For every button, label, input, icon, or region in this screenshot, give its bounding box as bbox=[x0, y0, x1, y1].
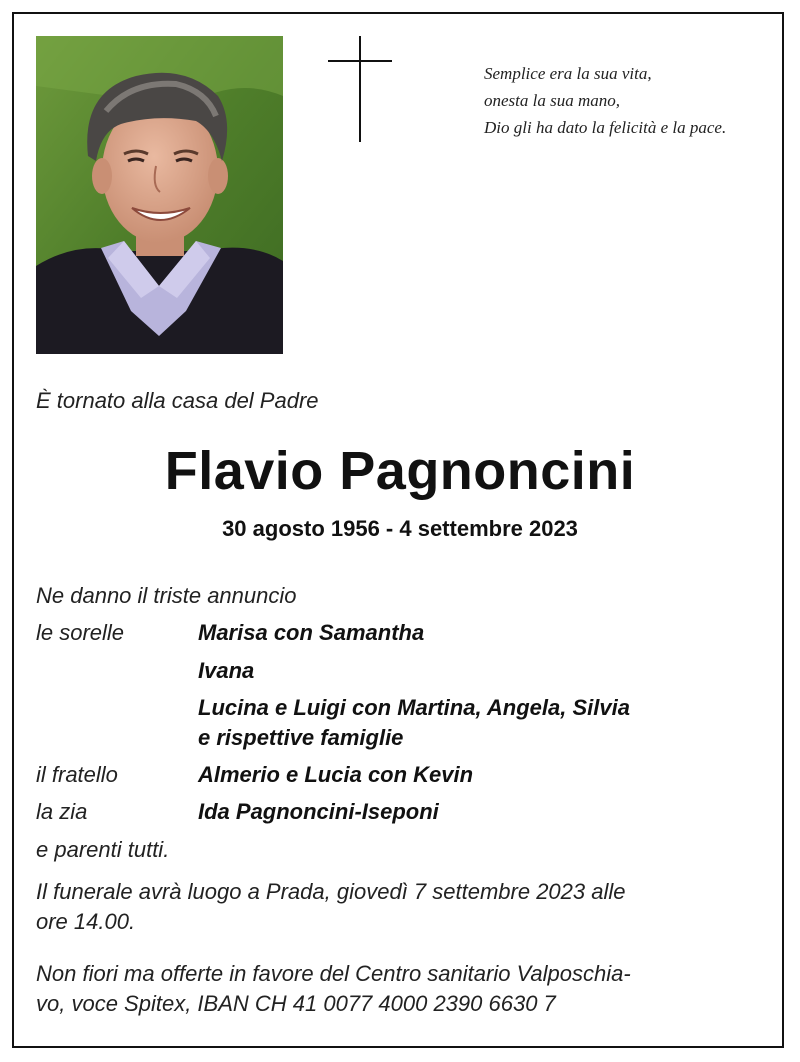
sisters-label: le sorelle bbox=[36, 620, 125, 645]
portrait-photo bbox=[36, 36, 283, 354]
deceased-name: Flavio Pagnoncini bbox=[164, 441, 636, 501]
brother-label: il fratello bbox=[36, 762, 118, 787]
relative-name: Ivana bbox=[198, 658, 255, 683]
intro-text: È tornato alla casa del Padre bbox=[36, 388, 319, 413]
cross-icon bbox=[328, 36, 392, 142]
poem-line: Semplice era la sua vita, bbox=[484, 64, 652, 83]
life-dates: 30 agosto 1956 - 4 settembre 2023 bbox=[222, 516, 578, 541]
funeral-line: Il funerale avrà luogo a Prada, giovedì 7 settembre 2023 alle bbox=[36, 879, 626, 904]
funeral-line: ore 14.00. bbox=[36, 909, 136, 934]
aunt-label: la zia bbox=[36, 799, 88, 824]
poem-line: onesta la sua mano, bbox=[484, 91, 620, 110]
donation-info bbox=[36, 959, 776, 1019]
relative-name: Almerio e Lucia con Kevin bbox=[198, 762, 474, 787]
poem-line: Dio gli ha dato la felicità e la pace. bbox=[484, 118, 727, 137]
announcement-opening: Ne danno il triste annuncio bbox=[36, 583, 297, 608]
relative-name: Marisa con Samantha bbox=[198, 620, 425, 645]
relative-name: e rispettive famiglie bbox=[198, 725, 404, 750]
announcement-closing: e parenti tutti. bbox=[36, 837, 170, 862]
donation-line: vo, voce Spitex, IBAN CH 41 0077 4000 2390 6630 7 bbox=[36, 991, 556, 1016]
donation-line: Non fiori ma offerte in favore del Centro sanitario Valposchia- bbox=[36, 961, 631, 986]
funeral-info bbox=[36, 877, 776, 937]
poem bbox=[484, 60, 774, 141]
relative-name: Lucina e Luigi con Martina, Angela, Silvia bbox=[198, 695, 630, 720]
relative-name: Ida Pagnoncini-Iseponi bbox=[198, 799, 439, 824]
